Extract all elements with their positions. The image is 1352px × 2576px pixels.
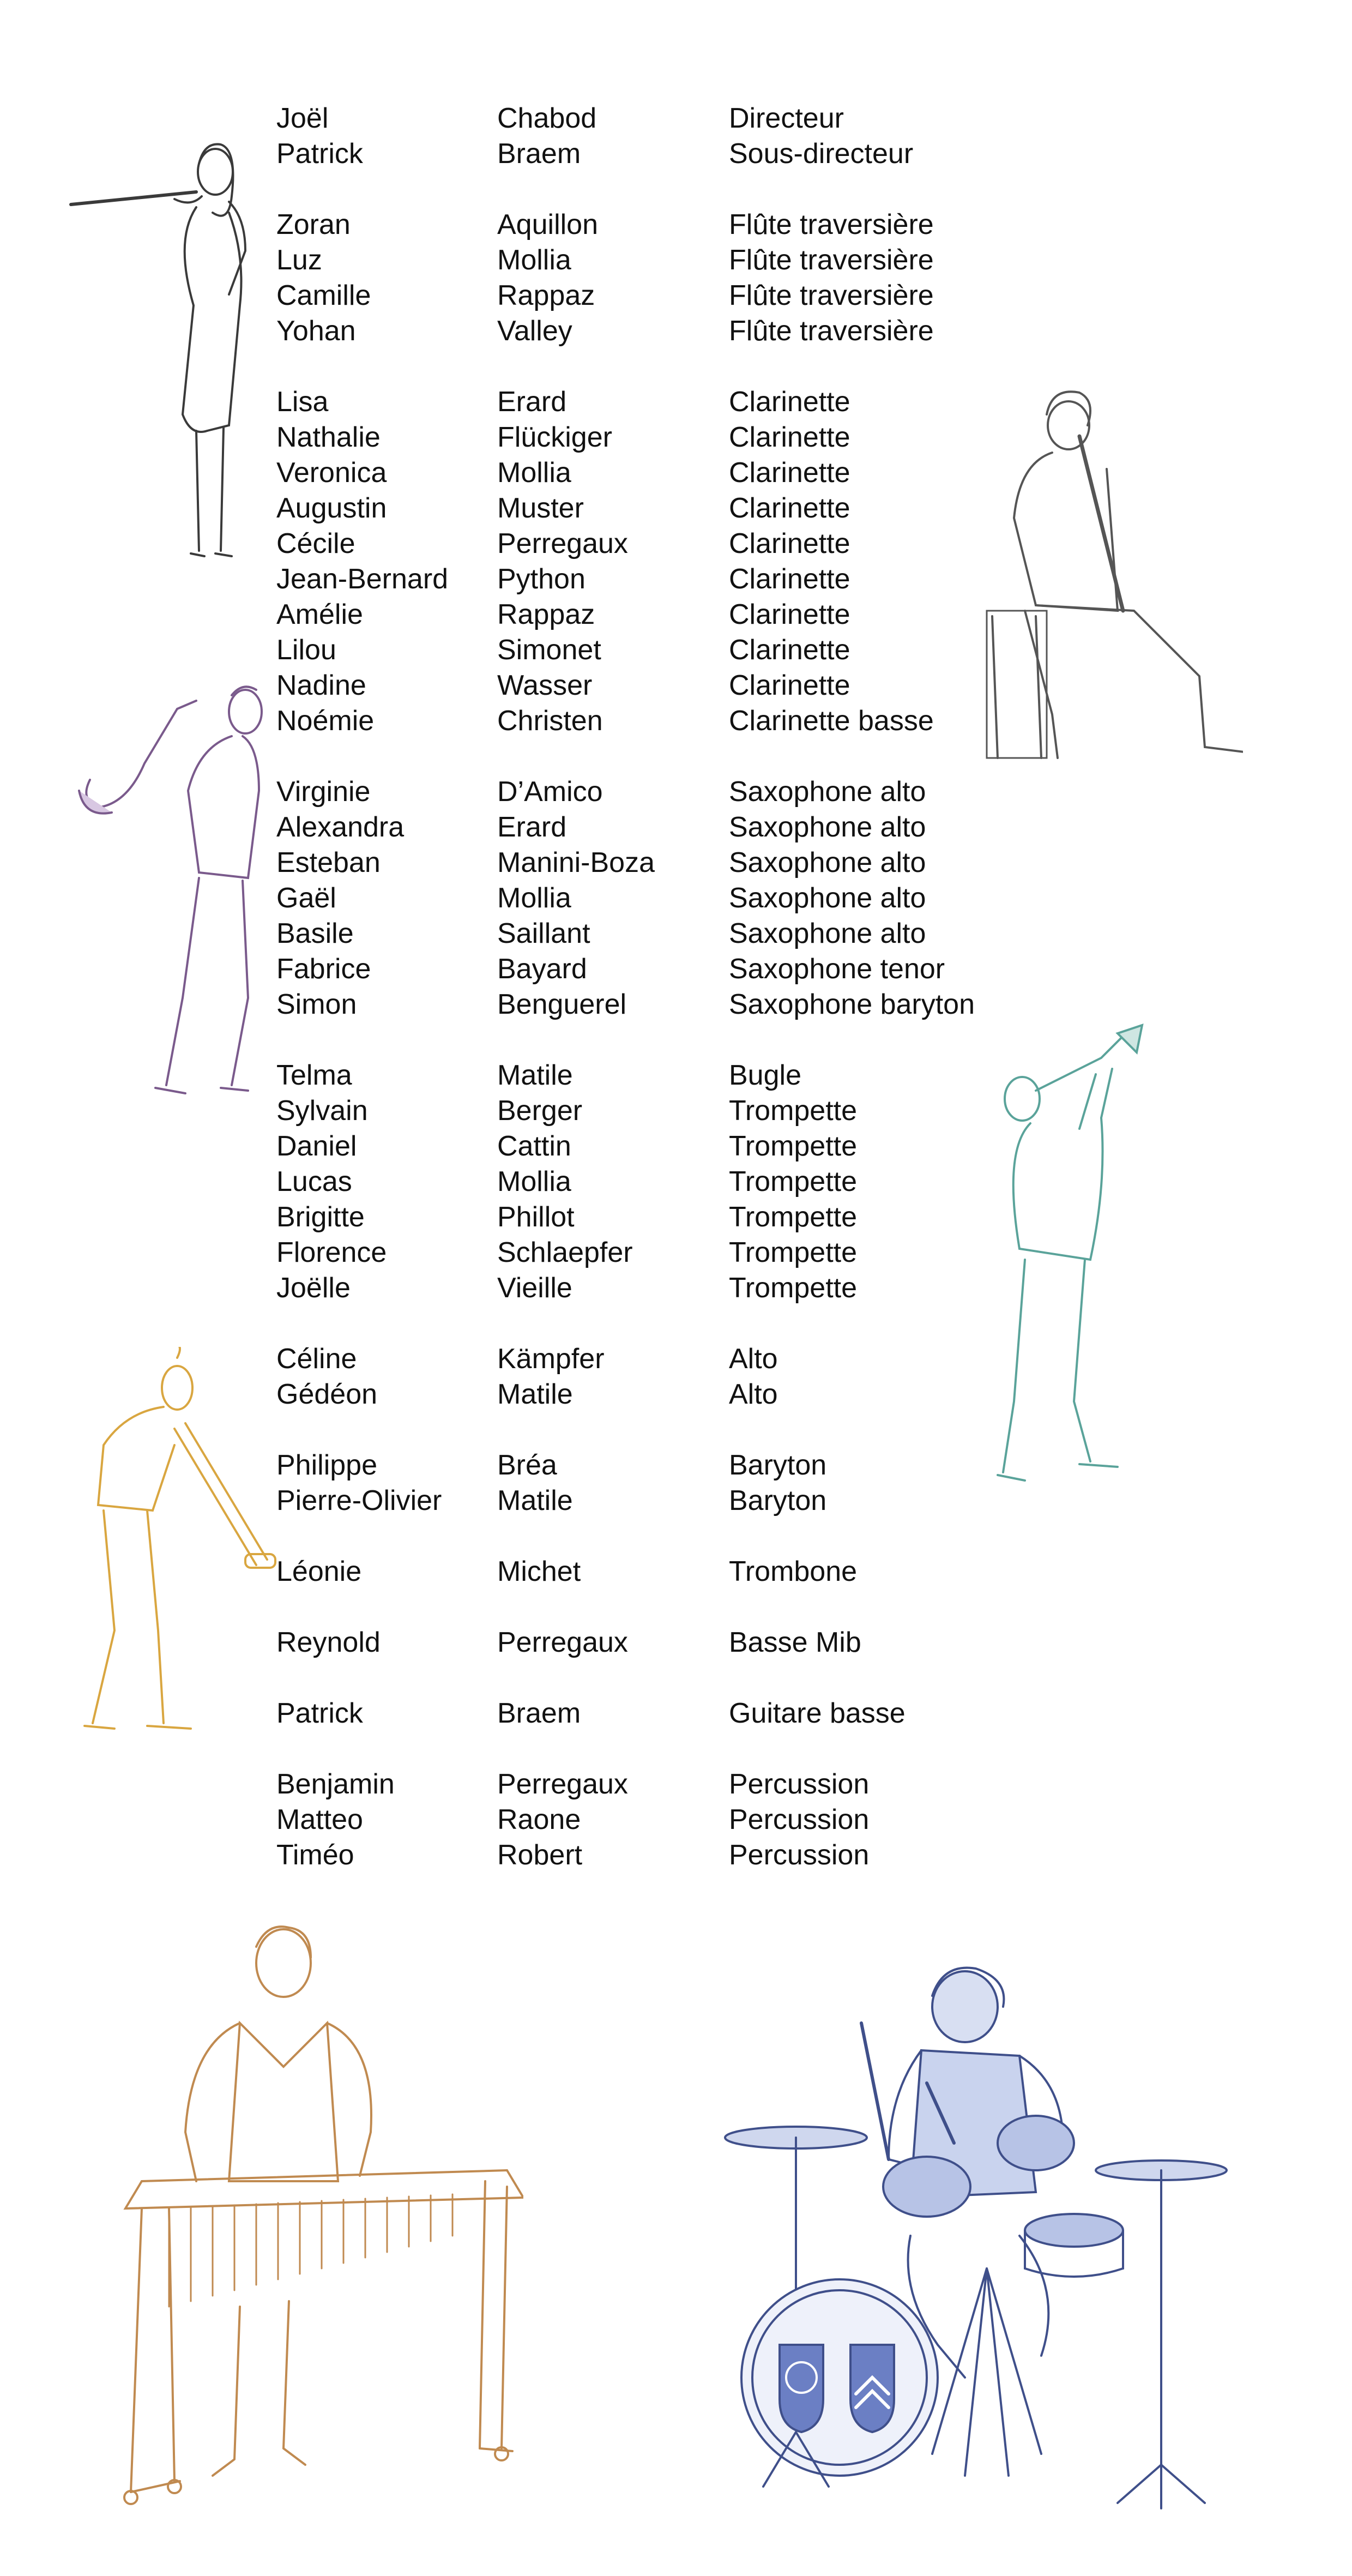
last-name: Robert	[497, 1839, 583, 1871]
member-row	[276, 845, 1040, 881]
first-name: Timéo	[276, 1839, 354, 1871]
last-name: Perregaux	[497, 1627, 628, 1658]
instrument: Directeur	[729, 103, 844, 134]
last-name: Schlaepfer	[497, 1237, 633, 1268]
last-name: Wasser	[497, 670, 593, 701]
member-row	[276, 1164, 1040, 1200]
member-row	[276, 136, 1040, 172]
member-row	[276, 562, 1040, 597]
instrument: Trompette	[729, 1201, 858, 1233]
instrument: Flûte traversière	[729, 315, 934, 347]
instrument: Clarinette	[729, 563, 850, 595]
first-name: Amélie	[276, 599, 363, 630]
first-name: Jean-Bernard	[276, 563, 449, 595]
member-row	[276, 1377, 1040, 1412]
first-name: Florence	[276, 1237, 387, 1268]
instrument: Trompette	[729, 1272, 858, 1304]
instrument: Saxophone alto	[729, 811, 926, 843]
last-name: Braem	[497, 1698, 581, 1729]
saxophone-player-illustration	[68, 671, 275, 1107]
first-name: Simon	[276, 989, 357, 1020]
first-name: Daniel	[276, 1130, 357, 1162]
last-name: Michet	[497, 1556, 581, 1587]
first-name: Gédéon	[276, 1379, 378, 1410]
member-row	[276, 101, 1040, 136]
instrument: Saxophone tenor	[729, 953, 945, 985]
first-name: Telma	[276, 1060, 352, 1091]
member-row	[276, 455, 1040, 491]
first-name: Benjamin	[276, 1768, 395, 1800]
last-name: Matile	[497, 1379, 573, 1410]
first-name: Camille	[276, 280, 371, 311]
last-name: Saillant	[497, 918, 590, 949]
member-group	[276, 1554, 1040, 1590]
first-name: Lilou	[276, 634, 336, 666]
member-group	[276, 1696, 1040, 1731]
first-name: Brigitte	[276, 1201, 365, 1233]
member-row	[276, 1129, 1040, 1164]
first-name: Virginie	[276, 776, 371, 808]
first-name: Fabrice	[276, 953, 371, 985]
first-name: Lucas	[276, 1166, 352, 1197]
instrument: Saxophone alto	[729, 918, 926, 949]
member-row	[276, 810, 1040, 845]
last-name: Bayard	[497, 953, 587, 985]
member-row	[276, 526, 1040, 562]
member-row	[276, 1625, 1040, 1660]
first-name: Gaël	[276, 882, 336, 914]
instrument: Trompette	[729, 1166, 858, 1197]
last-name: Flückiger	[497, 422, 612, 453]
instrument: Sous-directeur	[729, 138, 914, 170]
first-name: Matteo	[276, 1804, 363, 1835]
last-name: Mollia	[497, 882, 571, 914]
instrument: Guitare basse	[729, 1698, 906, 1729]
last-name: Matile	[497, 1060, 573, 1091]
member-row	[276, 597, 1040, 633]
member-row	[276, 207, 1040, 243]
first-name: Patrick	[276, 138, 363, 170]
first-name: Noémie	[276, 705, 375, 737]
last-name: Aquillon	[497, 209, 599, 240]
instrument: Saxophone alto	[729, 882, 926, 914]
instrument: Clarinette	[729, 670, 850, 701]
last-name: Erard	[497, 811, 567, 843]
instrument: Alto	[729, 1379, 778, 1410]
first-name: Reynold	[276, 1627, 381, 1658]
member-row	[276, 668, 1040, 703]
last-name: Simonet	[497, 634, 601, 666]
first-name: Alexandra	[276, 811, 405, 843]
first-name: Veronica	[276, 457, 387, 489]
member-group	[276, 384, 1040, 739]
first-name: Joëlle	[276, 1272, 351, 1304]
member-group	[276, 1341, 1040, 1412]
member-row	[276, 314, 1040, 349]
first-name: Sylvain	[276, 1095, 368, 1127]
first-name: Philippe	[276, 1449, 378, 1481]
first-name: Yohan	[276, 315, 356, 347]
instrument: Flûte traversière	[729, 209, 934, 240]
member-group	[276, 207, 1040, 349]
last-name: Braem	[497, 138, 581, 170]
last-name: Chabod	[497, 103, 597, 134]
member-row	[276, 420, 1040, 455]
last-name: Phillot	[497, 1201, 575, 1233]
last-name: Valley	[497, 315, 572, 347]
member-row	[276, 1802, 1040, 1838]
first-name: Patrick	[276, 1698, 363, 1729]
last-name: Kämpfer	[497, 1343, 605, 1375]
member-row	[276, 1483, 1040, 1519]
last-name: Benguerel	[497, 989, 627, 1020]
instrument: Clarinette	[729, 492, 850, 524]
member-group	[276, 1767, 1040, 1873]
member-group	[276, 101, 1040, 172]
last-name: Muster	[497, 492, 584, 524]
member-row	[276, 1448, 1040, 1483]
instrument: Trompette	[729, 1237, 858, 1268]
last-name: Rappaz	[497, 280, 595, 311]
member-roster	[276, 101, 1040, 1909]
instrument: Saxophone baryton	[729, 989, 975, 1020]
instrument: Trombone	[729, 1556, 858, 1587]
member-row	[276, 774, 1040, 810]
member-row	[276, 1200, 1040, 1235]
first-name: Léonie	[276, 1556, 362, 1587]
first-name: Basile	[276, 918, 354, 949]
last-name: Mollia	[497, 457, 571, 489]
member-row	[276, 1235, 1040, 1271]
first-name: Augustin	[276, 492, 387, 524]
instrument: Trompette	[729, 1095, 858, 1127]
last-name: Bréa	[497, 1449, 557, 1481]
instrument: Clarinette	[729, 422, 850, 453]
member-row	[276, 1271, 1040, 1306]
last-name: D’Amico	[497, 776, 603, 808]
last-name: Mollia	[497, 1166, 571, 1197]
member-group	[276, 774, 1040, 1022]
member-group	[276, 1448, 1040, 1519]
last-name: Vieille	[497, 1272, 572, 1304]
instrument: Clarinette	[729, 386, 850, 418]
trumpet-player-illustration	[992, 1020, 1167, 1489]
member-row	[276, 278, 1040, 314]
trombone-player-illustration	[82, 1347, 278, 1740]
last-name: Rappaz	[497, 599, 595, 630]
last-name: Christen	[497, 705, 603, 737]
member-row	[276, 1093, 1040, 1129]
xylophone-player-illustration	[109, 1925, 523, 2525]
instrument: Alto	[729, 1343, 778, 1375]
member-group	[276, 1625, 1040, 1660]
drummer-illustration	[681, 1963, 1281, 2530]
instrument: Clarinette	[729, 528, 850, 559]
member-row	[276, 384, 1040, 420]
member-row	[276, 491, 1040, 526]
last-name: Cattin	[497, 1130, 571, 1162]
instrument: Percussion	[729, 1839, 870, 1871]
last-name: Perregaux	[497, 528, 628, 559]
last-name: Perregaux	[497, 1768, 628, 1800]
member-row	[276, 987, 1040, 1022]
instrument: Saxophone alto	[729, 847, 926, 878]
last-name: Berger	[497, 1095, 583, 1127]
first-name: Nadine	[276, 670, 366, 701]
instrument: Clarinette	[729, 457, 850, 489]
instrument: Clarinette	[729, 634, 850, 666]
member-row	[276, 881, 1040, 916]
member-row	[276, 1058, 1040, 1093]
instrument: Trompette	[729, 1130, 858, 1162]
last-name: Mollia	[497, 244, 571, 276]
last-name: Erard	[497, 386, 567, 418]
last-name: Matile	[497, 1485, 573, 1516]
first-name: Esteban	[276, 847, 381, 878]
clarinet-player-illustration	[970, 376, 1243, 791]
member-row	[276, 703, 1040, 739]
instrument: Basse Mib	[729, 1627, 861, 1658]
instrument: Flûte traversière	[729, 244, 934, 276]
last-name: Manini-Boza	[497, 847, 655, 878]
first-name: Zoran	[276, 209, 351, 240]
member-row	[276, 243, 1040, 278]
flute-player-illustration	[65, 131, 262, 578]
member-row	[276, 1767, 1040, 1802]
instrument: Percussion	[729, 1804, 870, 1835]
instrument: Clarinette basse	[729, 705, 934, 737]
member-row	[276, 1696, 1040, 1731]
instrument: Bugle	[729, 1060, 801, 1091]
member-row	[276, 633, 1040, 668]
member-group	[276, 1058, 1040, 1306]
last-name: Raone	[497, 1804, 581, 1835]
instrument: Baryton	[729, 1485, 827, 1516]
instrument: Baryton	[729, 1449, 827, 1481]
first-name: Pierre-Olivier	[276, 1485, 442, 1516]
first-name: Nathalie	[276, 422, 381, 453]
member-row	[276, 916, 1040, 952]
first-name: Luz	[276, 244, 322, 276]
first-name: Céline	[276, 1343, 357, 1375]
instrument: Saxophone alto	[729, 776, 926, 808]
member-row	[276, 1341, 1040, 1377]
first-name: Lisa	[276, 386, 329, 418]
instrument: Flûte traversière	[729, 280, 934, 311]
first-name: Cécile	[276, 528, 355, 559]
member-row	[276, 952, 1040, 987]
last-name: Python	[497, 563, 586, 595]
member-row	[276, 1554, 1040, 1590]
instrument: Percussion	[729, 1768, 870, 1800]
first-name: Joël	[276, 103, 329, 134]
member-row	[276, 1838, 1040, 1873]
instrument: Clarinette	[729, 599, 850, 630]
